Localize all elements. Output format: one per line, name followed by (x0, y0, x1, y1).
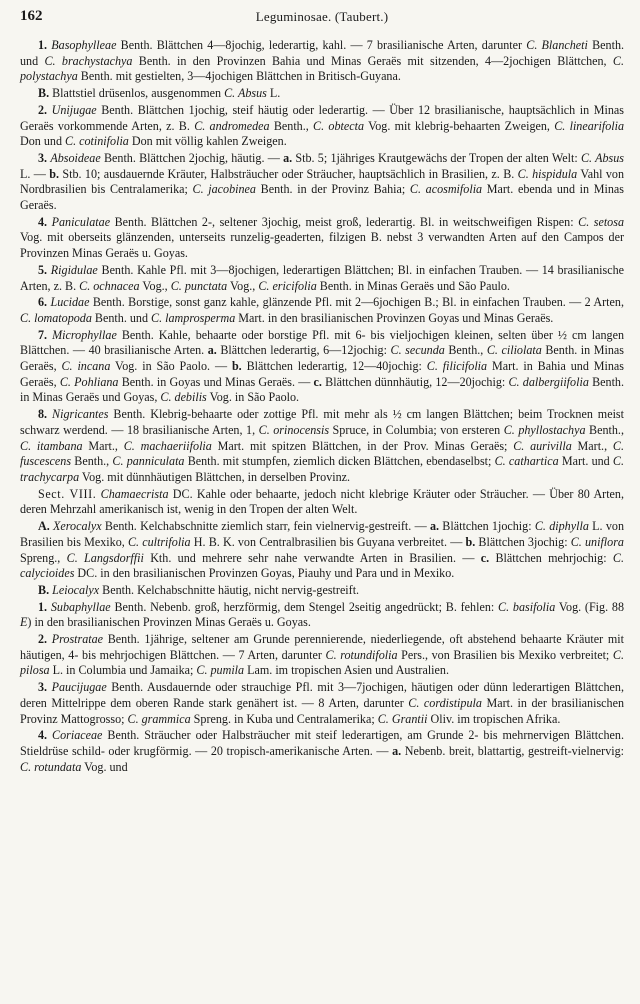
text-paragraph: B. Blattstiel drüsenlos, ausgenommen C. Absus L. (38, 86, 281, 101)
page-body (20, 38, 624, 775)
running-title: Leguminosae. (Taubert.) (255, 9, 389, 24)
text-paragraph: A. Xerocalyx Benth. Kelchabschnitte ziemlich starr, fein vielnervig-gestreift. — a. Blättchen 1jochig: C. diphylla L. von Brasilien bis Mexiko, C. cultrifolia H. B. K. von Centralbrasilien bis Guyana verbreitet. — b. Blättchen 3jochig: C. uniflora Spreng., C. Langsdorffii Kth. und mehrere sehr nahe verwandte Arten in Brasilien. — c. Blättchen mehrjochig: C. calycioides DC. in den brasilianischen Provinzen Goyas, Piauhy und Para und in Mexiko. (20, 519, 624, 581)
text-paragraph: 6. Lucidae Benth. Borstige, sonst ganz kahle, glänzende Pfl. mit 2—6jochigen B.; Bl. in einfachen Trauben. — 2 Arten, C. lomatopoda Benth. und C. lamprosperma Mart. in den brasilianischen Provinzen Goyas und Minas Geraës. (20, 295, 624, 325)
text-paragraph: 2. Prostratae Benth. 1jährige, seltener am Grunde perennierende, niederliegende, oft abstehend behaarte Kräuter mit häutigen, 4- bis mehrjochigen Blättchen. — 7 Arten, darunter C. rotundifolia Pers., von Brasilien bis Mexiko verbreitet; C. pilosa L. in Columbia und Jamaika; C. pumila Lam. im tropischen Asien und Australien. (20, 632, 624, 678)
text-paragraph: 3. Paucijugae Benth. Ausdauernde oder strauchige Pfl. mit 3—7jochigen, häutigen oder dünn lederartigen Blättchen, deren Mittelrippe dem oberen Rande stark genähert ist. — 8 Arten, darunter C. cordistipula Mart. in der brasilianischen Provinz Mattogrosso; C. grammica Spreng. in Kuba und Centralamerika; C. Grantii Oliv. im tropischen Afrika. (20, 680, 624, 726)
text-paragraph: 8. Nigricantes Benth. Klebrig-behaarte oder zottige Pfl. mit mehr als ½ cm langen Blättchen; beim Trocknen meist schwarz werdend. — 18 brasilianische Arten, 1, C. orinocensis Spruce, in Columbia; von ersteren C. phyllostachya Benth., C. itambana Mart., C. machaeriifolia Mart. mit spitzen Blättchen, in der Prov. Minas Geraës; C. aurivilla Mart., C. fuscescens Benth., C. panniculata Benth. mit stumpfen, ziemlich dicken Blättchen, ebendaselbst; C. cathartica Mart. und C. trachycarpa Vog. mit dünnhäutigen Blättchen, in derselben Provinz. (20, 407, 625, 484)
page-number: 162 (20, 8, 43, 24)
text-paragraph: 4. Coriaceae Benth. Sträucher oder Halbsträucher mit steif lederartigen, am Grunde 2- bis mehrnervigen Blättchen. Stieldrüse schild- oder krugförmig. — 20 tropisch-amerikanische Arten. — a. Nebenb. breit, blattartig, gestreift-vielnervig: C. rotundata Vog. und (20, 728, 625, 774)
text-paragraph: 4. Paniculatae Benth. Blättchen 2-, seltener 3jochig, meist groß, lederartig. Bl. in weitschweifigen Rispen: C. setosa Vog. mit oberseits glänzenden, unterseits runzelig-geaderten, filzigen B. nebst 3 verwandten Arten auf den Campos der Provinzen Minas Geraës u. Goyas. (20, 214, 624, 261)
text-paragraph: 5. Rigidulae Benth. Kahle Pfl. mit 3—8jochigen, lederartigen Blättchen; Bl. in einfachen Trauben. — 14 brasilianische Arten, z. B. C. ochnacea Vog., C. punctata Vog., C. ericifolia Benth. in Minas Geraës und São Paulo. (20, 262, 625, 293)
text-paragraph: B. Leiocalyx Benth. Kelchabschnitte häutig, nicht nervig-gestreift. (38, 582, 360, 597)
page-header (20, 6, 624, 28)
text-paragraph: 1. Basophylleae Benth. Blättchen 4—8jochig, lederartig, kahl. — 7 brasilianische Arten, darunter C. Blancheti Benth. und C. brachystachya Benth. in den Provinzen Bahia und Minas Geraës mit sitzenden, 4—2jochigen Blättchen, C. polystachya Benth. mit gestielten, 3—4jochigen Blättchen in Britisch-Guyana. (20, 38, 625, 84)
text-paragraph: 1. Subaphyllae Benth. Nebenb. groß, herzförmig, dem Stengel 2seitig angedrückt; B. fehlen: C. basifolia Vog. (Fig. 88 E) in den brasilianischen Provinzen Minas Geraës u. Goyas. (20, 599, 625, 630)
text-paragraph: 7. Microphyllae Benth. Kahle, behaarte oder borstige Pfl. mit 6- bis vieljochigen kleinen, selten über ½ cm langen Blättchen. — 40 brasilianische Arten. a. Blättchen lederartig, 6—12jochig: C. secunda Benth., C. ciliolata Benth. in Minas Geraës, C. incana Vog. in São Paolo. — b. Blättchen lederartig, 12—40jochig: C. filicifolia Mart. in Bahia und Minas Geraës, C. Pohliana Benth. in Goyas und Minas Geraës. — c. Blättchen dünnhäutig, 12—20jochig: C. dalbergiifolia Benth. in Minas Geraës und Goyas, C. debilis Vog. in São Paolo. (20, 327, 625, 405)
text-paragraph: 2. Unijugae Benth. Blättchen 1jochig, steif häutig oder lederartig. — Über 12 brasilianische, hauptsächlich in Minas Geraës vorkommende Arten, z. B. C. andromedea Benth., C. obtecta Vog. mit klebrig-behaarten Zweigen, C. linearifolia Don und C. cotinifolia Don mit völlig kahlen Zweigen. (20, 102, 625, 149)
text-paragraph: Sect. VIII. Chamaecrista DC. Kahle oder behaarte, jedoch nicht klebrige Kräuter oder Sträucher. — Über 80 Arten, deren Mehrzahl amerikanisch ist, wenig in den Tropen der alten Welt. (20, 486, 624, 517)
text-paragraph: 3. Absoideae Benth. Blättchen 2jochig, häutig. — a. Stb. 5; 1jähriges Krautgewächs der Tropen der alten Welt: C. Absus L. — b. Stb. 10; ausdauernde Kräuter, Halbsträucher oder Sträucher, hauptsächlich in Brasilien, z. B. C. hispidula Vahl von Nordbrasilien bis Centralamerika; C. jacobinea Benth. in der Provinz Bahia; C. acosmifolia Mart. ebenda und in Minas Geraës. (20, 150, 625, 213)
